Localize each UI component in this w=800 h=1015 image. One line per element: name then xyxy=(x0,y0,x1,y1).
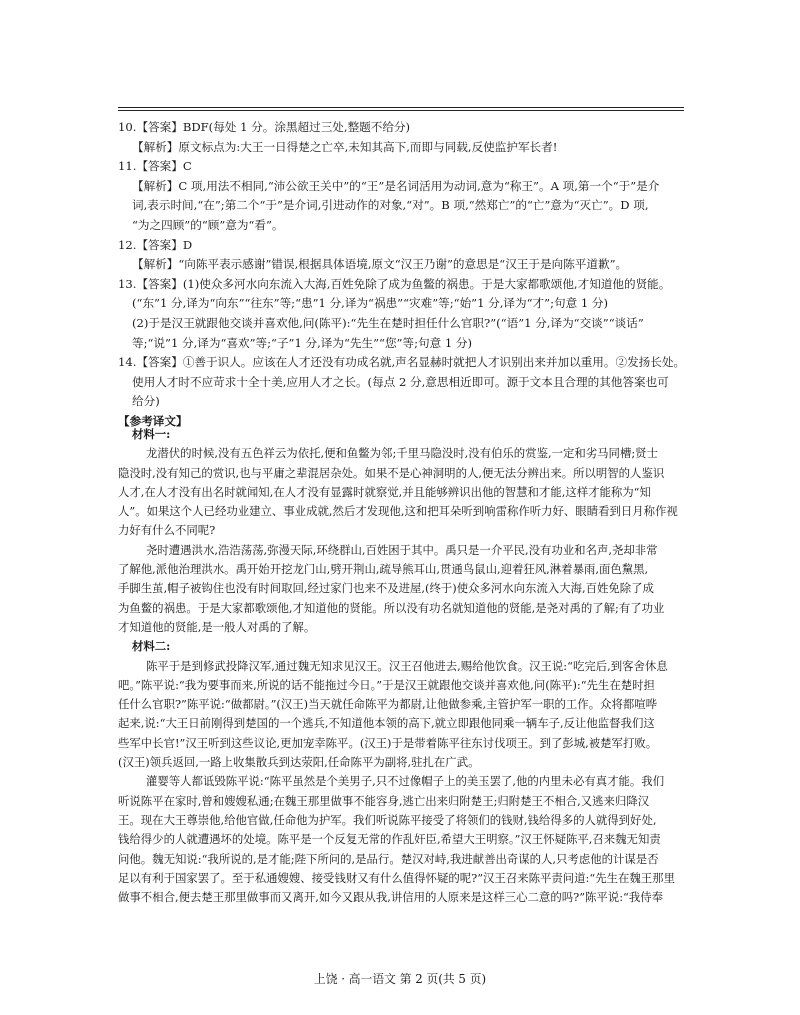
page-footer: 上饶 · 高一语文 第 2 页(共 5 页) xyxy=(313,972,487,986)
translation-line: 人”。如果这个人已经功业建立、事业成就,然后才发现他,这和把耳朵听到响雷称作听力好、眼睛看到日月称作视 xyxy=(118,504,678,519)
answer-line: 13.【答案】(1)使众多河水向东流入大海,百姓免除了成为鱼鳖的祸患。于是大家都歌颂他,才知道他的贤能。 xyxy=(118,276,671,291)
answer-line: 12.【答案】D xyxy=(118,237,193,252)
translation-line: 足以有利于国家罢了。至于私通嫂嫂、接受钱财又有什么值得怀疑的呢?”汉王召来陈平责问道:“先生在魏王那里 xyxy=(118,870,675,885)
translation-line: 些军中长官!”汉王听到这些议论,更加宠幸陈平。(汉王)于是带着陈平往东讨伐项王。到了彭城,被楚军打败。 xyxy=(118,735,658,750)
answer-line: 【解析】原文标点为:大王一日得楚之亡卒,未知其高下,而即与同载,反使监护军长者! xyxy=(132,139,558,154)
translation-line: 做事不相合,便去楚王那里做事而又离开,如今又跟从我,讲信用的人原来是这样三心二意的吗?”陈平说:“我侍奉 xyxy=(118,890,664,905)
translation-line: 灌婴等人都诋毁陈平说:“陈平虽然是个美男子,只不过像帽子上的美玉罢了,他的内里未必有真才能。我们 xyxy=(146,774,665,789)
answer-line: “为之四顾”的“顾”意为“看”。 xyxy=(132,217,284,232)
translation-line: 问他。魏无知说:“我所说的,是才能;陛下所问的,是品行。楚汉对峙,我进献善出奇谋的人,只考虑他的计谋是否 xyxy=(118,851,659,866)
material-title: 材料二: xyxy=(132,639,171,654)
translation-line: 王。现在大王尊崇他,给他官做,任命他为护军。我们听说陈平接受了将领们的钱财,钱给得多的人就得到好处, xyxy=(118,812,657,827)
answer-line: 14.【答案】①善于识人。应该在人才还没有功成名就,声名显赫时就把人才识别出来并加以重用。②发扬长处。 xyxy=(118,355,686,370)
translation-line: 为鱼鳖的祸患。于是大家都歌颂他,才知道他的贤能。所以没有功名就知道他的贤能,是尧对禹的了解;有了功业 xyxy=(118,600,665,615)
answer-line: (“东”1 分,译为“向东”“往东”等;“患”1 分,译为“祸患”“灾难”等;“始”1 分,译为“才”;句意 1 分) xyxy=(132,296,609,311)
answer-line: 等;“说”1 分,译为“喜欢”等;“子”1 分,译为“先生”“您”等;句意 1 分) xyxy=(132,335,473,350)
translation-line: 吧。”陈平说:“我为要事而来,所说的话不能拖过今日。”于是汉王就跟他交谈并喜欢他,问(陈平):“先生在楚时担 xyxy=(118,677,655,692)
material-title: 材料一: xyxy=(132,427,171,441)
translation-line: 人才,在人才没有出名时就闻知,在人才没有显露时就察觉,并且能够辨识出他的智慧和才能,这样才能称为“知 xyxy=(118,484,651,499)
translation-line: 力好有什么不同呢? xyxy=(118,523,216,538)
translation-line: (汉王)领兵返回,一路上收集散兵到达荥阳,任命陈平为副将,驻扎在广武。 xyxy=(118,755,480,770)
translation-line: 陈平于是到修武投降汉军,通过魏无知求见汉王。汉王召他进去,赐给他饮食。汉王说:“吃完后,到客舍休息 xyxy=(146,658,668,673)
answer-line: 使用人才时不应苛求十全十美,应用人才之长。(每点 2 分,意思相近即可。源于文本且合理的其他答案也可 xyxy=(132,374,669,389)
answer-line: 【解析】C 项,用法不相同,“沛公欲王关中”的“王”是名词活用为动词,意为“称王”。A 项,第一个“于”是介 xyxy=(132,178,660,193)
translation-line: 听说陈平在家时,曾和嫂嫂私通;在魏王那里做事不能容身,逃亡出来归附楚王;归附楚王不相合,又逃来归降汉 xyxy=(118,793,650,808)
answer-line: 10.【答案】BDF(每处 1 分。涂黑超过三处,整题不给分) xyxy=(118,120,411,134)
answer-line: 11.【答案】C xyxy=(118,159,192,174)
answer-line: 给分) xyxy=(132,394,160,409)
translation-line: 尧时遭遇洪水,浩浩荡荡,弥漫天际,环绕群山,百姓困于其中。禹只是一介平民,没有功业和名声,尧却非常 xyxy=(146,542,658,557)
answer-line: 词,表示时间,“在”;第二个“于”是介词,引进动作的对象,“对”。B 项,“然郑亡”的“亡”意为“灭亡”。D 项, xyxy=(132,198,649,213)
translation-line: 任什么官职?”陈平说:“做都尉。”(汉王)当天就任命陈平为都尉,让他做参乘,主管护军一职的工作。众将都喧哗 xyxy=(118,697,658,712)
answer-line: (2)于是汉王就跟他交谈并喜欢他,问(陈平):“先生在楚时担任什么官职?”(“语”1 分,译为“交谈”“谈话” xyxy=(132,315,644,330)
translation-heading: 【参考译文】 xyxy=(118,413,188,428)
top-rule xyxy=(118,107,684,108)
top-rule-thin xyxy=(118,110,684,111)
translation-line: 起来,说:“大王日前刚得到楚国的一个逃兵,不知道他本领的高下,就立即跟他同乘一辆车子,反让他监督我们这 xyxy=(118,716,655,731)
translation-line: 了解他,派他治理洪水。禹开始开挖龙门山,劈开荆山,疏导熊耳山,贯通鸟鼠山,迎着狂风,淋着暴雨,面色黧黑, xyxy=(118,562,649,577)
answer-section xyxy=(118,118,686,432)
translation-line: 才知道他的贤能,是一般人对禹的了解。 xyxy=(118,619,316,634)
translation-line: 手脚生茧,帽子被钩住也没有时间取回,经过家门也来不及进屋,(终于)使众多河水向东流入大海,百姓免除了成 xyxy=(118,581,654,596)
translation-section xyxy=(118,425,686,907)
answer-line: 【解析】“向陈平表示感谢”错误,根据具体语境,原文“汉王乃谢”的意思是“汉王于是向陈平道歉”。 xyxy=(132,257,628,272)
translation-line: 龙潜伏的时候,没有五色祥云为依托,便和鱼鳖为邻;千里马隐没时,没有伯乐的赏鉴,一定和劣马同槽;贤士 xyxy=(146,446,658,461)
translation-line: 钱给得少的人就遭遇坏的处境。陈平是一个反复无常的作乱奸臣,希望大王明察。”汉王怀疑陈平,召来魏无知责 xyxy=(118,832,661,847)
translation-line: 隐没时,没有知己的赏识,也与平庸之辈混居杂处。如果不是心神洞明的人,便无法分辨出来。所以明智的人鉴识 xyxy=(118,465,665,480)
